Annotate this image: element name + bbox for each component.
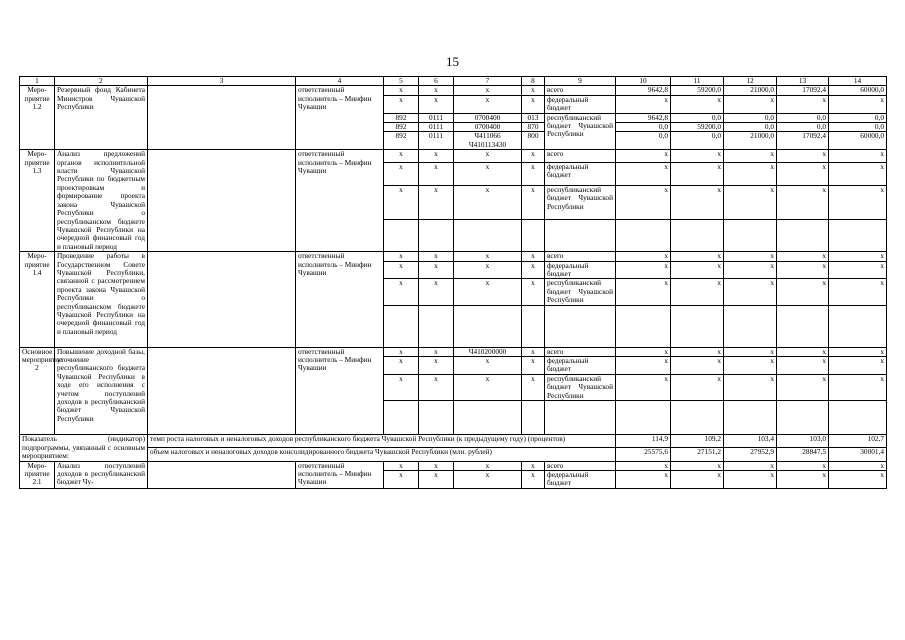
cell-value: x xyxy=(522,252,545,261)
cell-value: x xyxy=(522,470,545,488)
empty-cell xyxy=(384,400,419,434)
activity-code: Основное мероприятие 2 xyxy=(20,347,55,435)
cell-value: x xyxy=(671,252,724,261)
cell-value: 17092,4 xyxy=(777,86,829,95)
cell-value: x xyxy=(671,162,724,185)
cell-value: x xyxy=(777,461,829,470)
col-header: 1 xyxy=(20,77,55,86)
funding-source: всего xyxy=(545,252,616,261)
empty-cell xyxy=(384,220,419,252)
empty-cell xyxy=(777,400,829,434)
cell-value: 0,0 xyxy=(777,113,829,122)
cell-value: x xyxy=(454,374,522,400)
cell-value: x xyxy=(419,252,454,261)
cell-value: x xyxy=(671,374,724,400)
empty-cell xyxy=(671,305,724,347)
cell-value: x xyxy=(522,279,545,305)
empty-cell xyxy=(522,400,545,434)
cell-value: 0111 xyxy=(419,123,454,132)
funding-source: федеральный бюджет xyxy=(545,470,616,488)
cell-value: 0,0 xyxy=(616,132,671,150)
cell-value: x xyxy=(671,150,724,162)
cell-value: x xyxy=(724,261,777,279)
table-row xyxy=(20,150,887,162)
activity-goal xyxy=(148,252,296,347)
cell-value: 0,0 xyxy=(724,123,777,132)
col-header: 2 xyxy=(55,77,148,86)
cell-value: x xyxy=(384,261,419,279)
cell-value: x xyxy=(724,185,777,219)
cell-value: x xyxy=(777,95,829,113)
cell-value: x xyxy=(384,150,419,162)
indicator-value: 25575,6 xyxy=(616,448,671,461)
cell-value: 59200,0 xyxy=(671,123,724,132)
table-row xyxy=(20,86,887,95)
cell-value: x xyxy=(671,470,724,488)
cell-value: 0,0 xyxy=(829,123,887,132)
cell-value: x xyxy=(777,356,829,374)
cell-value: 0,0 xyxy=(616,123,671,132)
col-header: 6 xyxy=(419,77,454,86)
cell-value: x xyxy=(616,185,671,219)
empty-cell xyxy=(829,220,887,252)
activity-name: Проведение работы в Государственном Совете Чувашской Республики, связанной с рассмотрением проекта закона Чувашской Республики о республиканском бюджете Чувашской Республики на очередной финансовый год и плановый период xyxy=(55,252,148,347)
cell-value: x xyxy=(724,95,777,113)
cell-value: 59200,0 xyxy=(671,86,724,95)
cell-value: 9642,8 xyxy=(616,86,671,95)
cell-value: x xyxy=(724,470,777,488)
empty-cell xyxy=(419,400,454,434)
empty-cell xyxy=(616,220,671,252)
cell-value: x xyxy=(777,261,829,279)
empty-cell xyxy=(724,220,777,252)
cell-value: x xyxy=(777,279,829,305)
cell-value: 0,0 xyxy=(777,123,829,132)
cell-value: x xyxy=(829,470,887,488)
cell-value: x xyxy=(616,356,671,374)
cell-value: x xyxy=(777,185,829,219)
cell-value: x xyxy=(724,461,777,470)
empty-cell xyxy=(454,400,522,434)
col-header: 13 xyxy=(777,77,829,86)
funding-source: республиканский бюджет Чувашской Республики xyxy=(545,113,616,150)
funding-source: федеральный бюджет xyxy=(545,261,616,279)
cell-value: x xyxy=(616,279,671,305)
cell-value: x xyxy=(454,279,522,305)
activity-goal xyxy=(148,347,296,435)
cell-value: x xyxy=(829,95,887,113)
cell-value: 60000,0 xyxy=(829,86,887,95)
col-header: 12 xyxy=(724,77,777,86)
cell-value: x xyxy=(724,252,777,261)
activity-code: Меро-приятие 2.1 xyxy=(20,461,55,488)
funding-source: федеральный бюджет xyxy=(545,356,616,374)
col-header: 14 xyxy=(829,77,887,86)
cell-value: 0,0 xyxy=(724,113,777,122)
cell-value: x xyxy=(522,261,545,279)
col-header: 9 xyxy=(545,77,616,86)
cell-value: 0,0 xyxy=(671,132,724,150)
cell-value: x xyxy=(522,356,545,374)
cell-value: x xyxy=(829,252,887,261)
cell-value: x xyxy=(419,150,454,162)
funding-source: всего xyxy=(545,347,616,356)
empty-cell xyxy=(616,400,671,434)
cell-value: 892 xyxy=(384,132,419,150)
page-number: 15 xyxy=(446,54,459,69)
cell-value: x xyxy=(419,162,454,185)
activity-goal xyxy=(148,461,296,488)
cell-value: x xyxy=(616,261,671,279)
cell-value: 0,0 xyxy=(671,113,724,122)
cell-value: 0700400 xyxy=(454,113,522,122)
cell-value: x xyxy=(522,185,545,219)
indicator-label: Показатель (индикатор) подпрограммы, увязанный с основным мероприятием: xyxy=(20,435,148,461)
cell-value: x xyxy=(419,86,454,95)
funding-source: федеральный бюджет xyxy=(545,95,616,113)
cell-value: x xyxy=(419,279,454,305)
funding-source: федеральный бюджет xyxy=(545,162,616,185)
cell-value: x xyxy=(829,374,887,400)
cell-value: x xyxy=(384,374,419,400)
responsible-executor: ответственный исполнитель – Минфин Чувашии xyxy=(296,461,384,488)
empty-cell xyxy=(522,220,545,252)
indicator-value: 103,0 xyxy=(777,435,829,448)
empty-cell xyxy=(454,220,522,252)
empty-cell xyxy=(522,305,545,347)
cell-value: x xyxy=(616,470,671,488)
empty-cell xyxy=(545,400,616,434)
cell-value: x xyxy=(454,252,522,261)
funding-source: республиканский бюджет Чувашской Республики xyxy=(545,279,616,305)
funding-source: всего xyxy=(545,86,616,95)
empty-cell xyxy=(419,305,454,347)
cell-value: x xyxy=(384,185,419,219)
activity-name: Анализ поступлений доходов в республиканский бюджет Чу- xyxy=(55,461,148,488)
cell-value: 892 xyxy=(384,123,419,132)
cell-value: x xyxy=(384,86,419,95)
program-table xyxy=(19,76,887,489)
cell-value: x xyxy=(419,374,454,400)
indicator-value: 109,2 xyxy=(671,435,724,448)
cell-value: x xyxy=(522,150,545,162)
table-row xyxy=(20,461,887,470)
cell-value: x xyxy=(829,347,887,356)
cell-value: x xyxy=(454,470,522,488)
cell-value: x xyxy=(419,356,454,374)
cell-value: x xyxy=(777,374,829,400)
cell-value: x xyxy=(724,356,777,374)
cell-value: x xyxy=(419,185,454,219)
funding-source: республиканский бюджет Чувашской Республики xyxy=(545,374,616,400)
cell-value: x xyxy=(616,95,671,113)
cell-value: 0700400 xyxy=(454,123,522,132)
cell-value: x xyxy=(454,461,522,470)
cell-value: x xyxy=(829,356,887,374)
indicator-value: 28847,5 xyxy=(777,448,829,461)
activity-goal xyxy=(148,86,296,150)
cell-value: x xyxy=(384,252,419,261)
cell-value: x xyxy=(829,279,887,305)
indicator-value: 114,9 xyxy=(616,435,671,448)
cell-value: x xyxy=(419,461,454,470)
cell-value: x xyxy=(616,162,671,185)
empty-cell xyxy=(454,305,522,347)
cell-value: 0,0 xyxy=(829,113,887,122)
cell-value: x xyxy=(454,356,522,374)
cell-value: x xyxy=(522,95,545,113)
cell-value: 0111 xyxy=(419,132,454,150)
indicator-value: 102,7 xyxy=(829,435,887,448)
cell-value: Ч410200000 xyxy=(454,347,522,356)
cell-value: x xyxy=(522,86,545,95)
empty-cell xyxy=(384,305,419,347)
cell-value: x xyxy=(671,461,724,470)
indicator-text: темп роста налоговых и неналоговых доходов республиканского бюджета Чувашской Республики (к предыдущему году) (процентов) xyxy=(148,435,616,448)
cell-value: x xyxy=(616,252,671,261)
indicator-value: 103,4 xyxy=(724,435,777,448)
cell-value: x xyxy=(384,356,419,374)
cell-value: Ч411066 Ч410113430 xyxy=(454,132,522,150)
indicator-row xyxy=(20,448,887,461)
cell-value: x xyxy=(671,347,724,356)
col-header: 4 xyxy=(296,77,384,86)
empty-cell xyxy=(545,305,616,347)
table-body xyxy=(20,77,887,489)
cell-value: x xyxy=(671,185,724,219)
activity-code: Меро-приятие 1.2 xyxy=(20,86,55,150)
cell-value: x xyxy=(777,347,829,356)
activity-name: Резервный фонд Кабинета Министров Чувашской Республики xyxy=(55,86,148,150)
indicator-value: 27151,2 xyxy=(671,448,724,461)
cell-value: 60000,0 xyxy=(829,132,887,150)
activity-name: Анализ предложений органов исполнительной власти Чувашской Республики по бюджетным проектировкам и формирование проекта закона Чувашской Республики о республиканском бюджете Чувашской Республики на очередной финансовый год и плановый период xyxy=(55,150,148,252)
empty-cell xyxy=(777,305,829,347)
cell-value: x xyxy=(454,261,522,279)
cell-value: x xyxy=(829,162,887,185)
empty-cell xyxy=(724,305,777,347)
cell-value: 892 xyxy=(384,113,419,122)
cell-value: 870 xyxy=(522,123,545,132)
cell-value: x xyxy=(522,347,545,356)
cell-value: x xyxy=(777,162,829,185)
activity-name: Повышение доходной базы, уточнение республиканского бюджета Чувашской Республики в ходе его исполнения с учетом поступлений доходов в республиканский бюджет Чувашской Республики xyxy=(55,347,148,435)
cell-value: 17092,4 xyxy=(777,132,829,150)
cell-value: x xyxy=(384,162,419,185)
cell-value: x xyxy=(384,470,419,488)
cell-value: x xyxy=(777,470,829,488)
cell-value: x xyxy=(522,461,545,470)
cell-value: x xyxy=(454,162,522,185)
responsible-executor: ответственный исполнитель – Минфин Чувашии xyxy=(296,252,384,347)
cell-value: x xyxy=(384,279,419,305)
cell-value: x xyxy=(454,185,522,219)
empty-cell xyxy=(829,305,887,347)
empty-cell xyxy=(419,220,454,252)
cell-value: x xyxy=(671,279,724,305)
cell-value: x xyxy=(522,162,545,185)
responsible-executor: ответственный исполнитель – Минфин Чувашии xyxy=(296,150,384,252)
cell-value: x xyxy=(829,185,887,219)
cell-value: x xyxy=(724,150,777,162)
cell-value: x xyxy=(829,461,887,470)
cell-value: x xyxy=(454,95,522,113)
activity-code: Меро-приятие 1.4 xyxy=(20,252,55,347)
funding-source: всего xyxy=(545,461,616,470)
cell-value: x xyxy=(777,252,829,261)
cell-value: x xyxy=(522,374,545,400)
empty-cell xyxy=(724,400,777,434)
cell-value: x xyxy=(671,356,724,374)
cell-value: x xyxy=(724,374,777,400)
cell-value: x xyxy=(384,95,419,113)
cell-value: x xyxy=(671,261,724,279)
responsible-executor: ответственный исполнитель – Минфин Чувашии xyxy=(296,347,384,435)
cell-value: x xyxy=(616,347,671,356)
cell-value: x xyxy=(419,347,454,356)
cell-value: x xyxy=(616,150,671,162)
col-header: 8 xyxy=(522,77,545,86)
cell-value: x xyxy=(419,470,454,488)
cell-value: x xyxy=(829,150,887,162)
cell-value: x xyxy=(829,261,887,279)
col-header: 3 xyxy=(148,77,296,86)
cell-value: x xyxy=(419,261,454,279)
empty-cell xyxy=(829,400,887,434)
cell-value: x xyxy=(384,461,419,470)
funding-source: всего xyxy=(545,150,616,162)
cell-value: x xyxy=(616,374,671,400)
empty-cell xyxy=(777,220,829,252)
col-header: 7 xyxy=(454,77,522,86)
cell-value: x xyxy=(384,347,419,356)
indicator-text: объем налоговых и неналоговых доходов консолидированного бюджета Чувашской Республики (млн. рублей) xyxy=(148,448,616,461)
cell-value: x xyxy=(724,347,777,356)
cell-value: 0111 xyxy=(419,113,454,122)
cell-value: 013 xyxy=(522,113,545,122)
cell-value: x xyxy=(724,279,777,305)
indicator-value: 30001,4 xyxy=(829,448,887,461)
activity-goal xyxy=(148,150,296,252)
table-row xyxy=(20,347,887,356)
table-row xyxy=(20,252,887,261)
cell-value: 21000,0 xyxy=(724,132,777,150)
responsible-executor: ответственный исполнитель – Минфин Чувашии xyxy=(296,86,384,150)
indicator-value: 27952,9 xyxy=(724,448,777,461)
cell-value: 9642,8 xyxy=(616,113,671,122)
cell-value: x xyxy=(454,150,522,162)
cell-value: 21000,0 xyxy=(724,86,777,95)
indicator-row xyxy=(20,435,887,448)
activity-code: Меро-приятие 1.3 xyxy=(20,150,55,252)
cell-value: x xyxy=(616,461,671,470)
cell-value: x xyxy=(724,162,777,185)
empty-cell xyxy=(671,220,724,252)
cell-value: 800 xyxy=(522,132,545,150)
empty-cell xyxy=(671,400,724,434)
col-header: 5 xyxy=(384,77,419,86)
cell-value: x xyxy=(671,95,724,113)
empty-cell xyxy=(545,220,616,252)
empty-cell xyxy=(616,305,671,347)
funding-source: республиканский бюджет Чувашской Республики xyxy=(545,185,616,219)
cell-value: x xyxy=(777,150,829,162)
col-header: 11 xyxy=(671,77,724,86)
cell-value: x xyxy=(454,86,522,95)
col-header: 10 xyxy=(616,77,671,86)
cell-value: x xyxy=(419,95,454,113)
